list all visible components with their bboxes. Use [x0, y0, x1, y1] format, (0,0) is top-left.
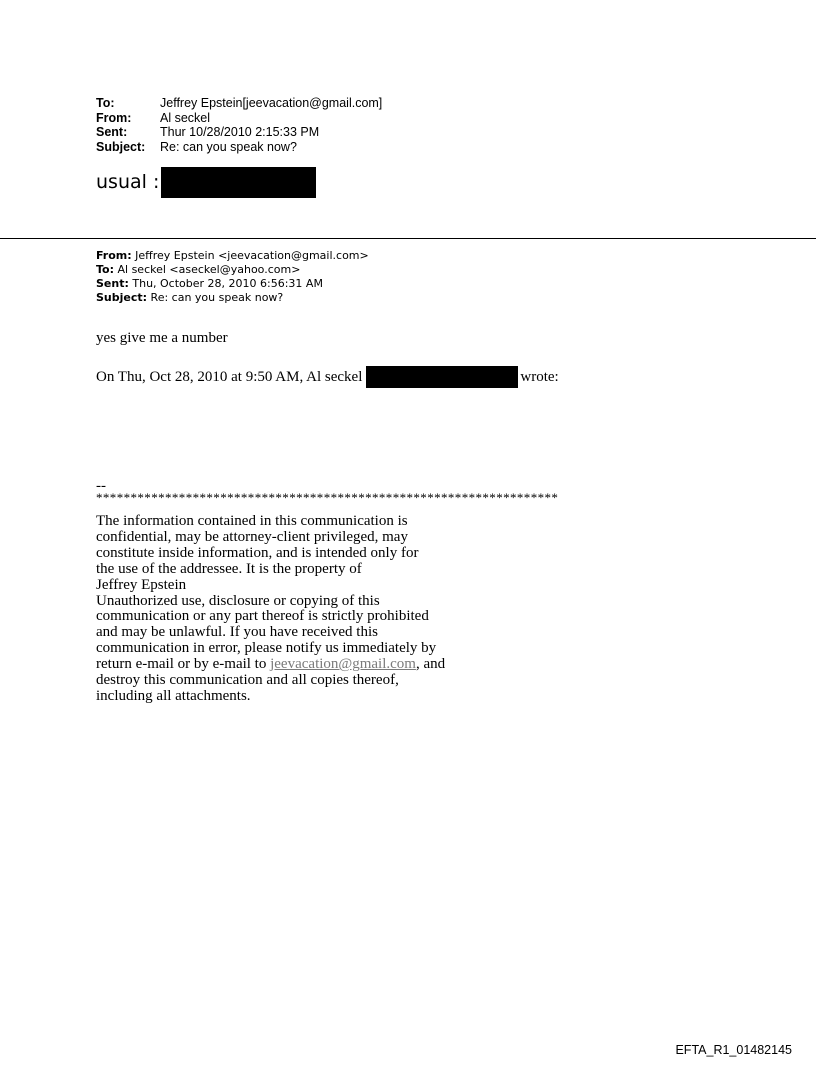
disclaimer-line: Unauthorized use, disclosure or copying of this [96, 592, 380, 609]
return-prefix: return e-mail or by e-mail to [96, 656, 271, 673]
quoted-subject-row [96, 291, 369, 305]
quoted-from-label: From: [96, 249, 132, 262]
quoted-sent-value: Thu, October 28, 2010 6:56:31 AM [128, 277, 323, 290]
header-to-row [96, 96, 382, 111]
sent-value: Thur 10/28/2010 2:15:33 PM [160, 125, 320, 139]
from-value: Al seckel [160, 110, 211, 125]
quoted-header [96, 249, 369, 305]
signature-dashes: -- [96, 478, 106, 494]
quoted-to-row [96, 263, 369, 277]
document-id: EFTA_R1_01482145 [675, 1043, 792, 1057]
wrote-line [96, 366, 559, 388]
disclaimer-line: Jeffrey Epstein [96, 576, 187, 593]
quoted-to-label: To: [96, 263, 114, 276]
disclaimer-line: the use of the addressee. It is the property of [96, 560, 362, 577]
reply-line [96, 166, 316, 198]
disclaimer-line: communication or any part thereof is strictly prohibited [96, 608, 429, 625]
from-label: From: [96, 110, 132, 125]
disclaimer-line: destroy this communication and all copies thereof, [96, 672, 399, 689]
sent-label: Sent: [96, 125, 128, 139]
to-value: Jeffrey Epstein[jeevacation@gmail.com] [160, 96, 383, 110]
reply-text: usual : [96, 171, 160, 193]
signature-stars: ******************************************************************* [96, 490, 559, 505]
quoted-from-value: Jeffrey Epstein <jeevacation@gmail.com> [131, 249, 369, 262]
header-subject-row [96, 140, 382, 155]
header-sent-row [96, 125, 382, 140]
wrote-suffix: wrote: [520, 368, 559, 385]
return-suffix: , and [415, 656, 446, 673]
subject-label: Subject: [96, 139, 146, 154]
disclaimer-return-line [96, 657, 516, 673]
redaction-box [366, 366, 518, 388]
email-header [96, 96, 382, 154]
quoted-subject-label: Subject: [96, 291, 148, 304]
disclaimer-line: confidential, may be attorney-client privileged, may [96, 528, 408, 545]
separator-line [0, 238, 816, 239]
wrote-prefix: On Thu, Oct 28, 2010 at 9:50 AM, Al seckel [96, 368, 363, 385]
body-text: yes give me a number [96, 330, 228, 346]
quoted-sent-row [96, 277, 369, 291]
to-label: To: [96, 96, 115, 110]
disclaimer-line: and may be unlawful. If you have received this [96, 624, 378, 641]
email-link[interactable]: jeevacation@gmail.com [270, 656, 416, 673]
disclaimer-line: communication in error, please notify us immediately by [96, 640, 437, 657]
subject-value: Re: can you speak now? [160, 139, 297, 154]
disclaimer-line: including all attachments. [96, 687, 251, 704]
disclaimer-line: The information contained in this communication is [96, 513, 408, 529]
quoted-subject-value: Re: can you speak now? [147, 291, 284, 304]
disclaimer-line: constitute inside information, and is intended only for [96, 544, 419, 561]
redaction-box [161, 167, 316, 198]
quoted-to-value: Al seckel <aseckel@yahoo.com> [114, 263, 301, 276]
quoted-from-row [96, 249, 369, 263]
disclaimer [96, 514, 516, 705]
quoted-sent-label: Sent: [96, 277, 129, 290]
header-from-row [96, 111, 382, 126]
